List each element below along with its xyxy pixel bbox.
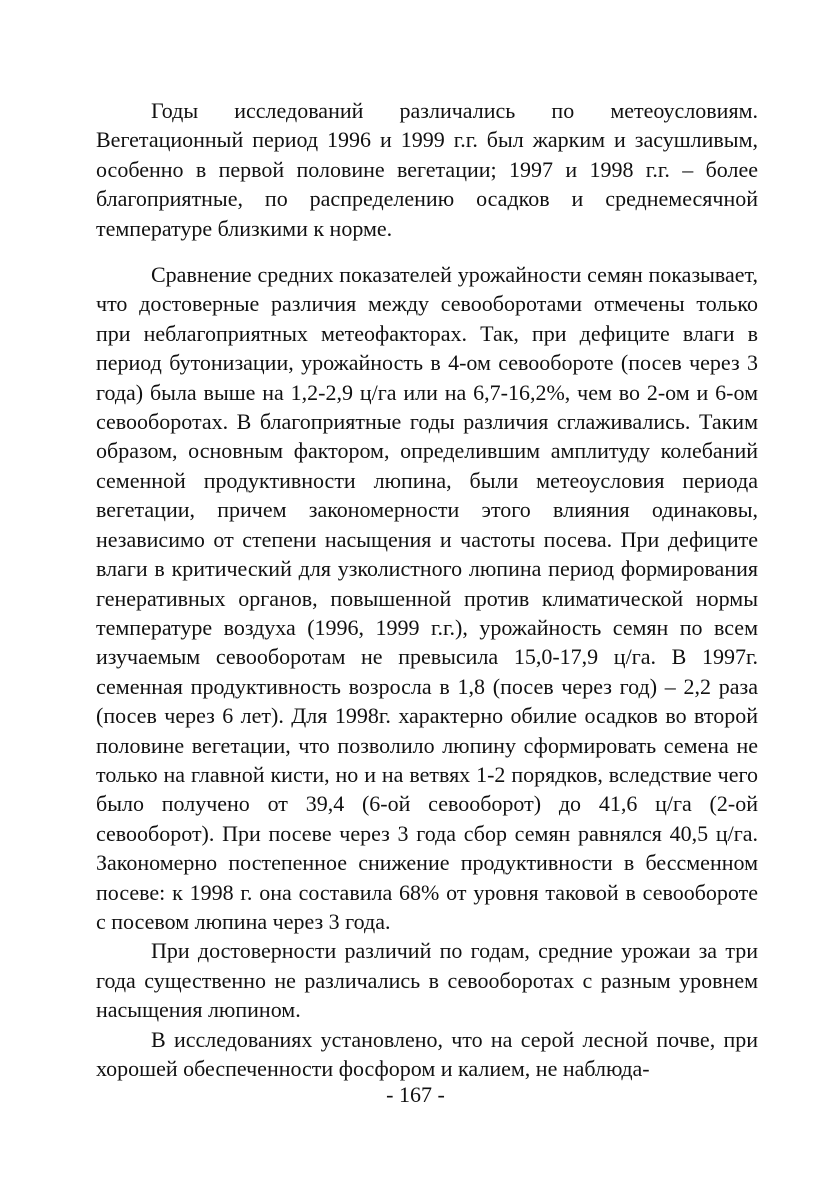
- paragraph-yield-comparison: Сравнение средних показателей урожайности семян показывает, что достоверные различия между севооборотами отмечены только при неблагоприятных метеофакторах. Так, при дефиците влаги в период бутонизации, урожайность в 4-ом севообороте (посев через 3 года) была выше на 1,2-2,9 ц/га или на 6,7-16,2%, чем во 2-ом и 6-ом севооборотах. В благоприятные годы различия сглаживались. Таким образом, основным фактором, определившим амплитуду колебаний семенной продуктивности люпина, были метеоусловия периода вегетации, причем закономерности этого влияния одинаковы, независимо от степени насыщения и частоты посева. При дефиците влаги в критический для узколистного люпина период формирования генеративных органов, повышенной против климатической нормы температуре воздуха (1996, 1999 г.г.), урожайность семян по всем изучаемым севооборотам не превысила 15,0-17,9 ц/га. В 1997г. семенная продуктивность возросла в 1,8 (посев через год) – 2,2 раза (посев через 6 лет). Для 1998г. характерно обилие осадков во второй половине вегетации, что позволило люпину сформировать семена не только на главной кисти, но и на ветвях 1-2 порядков, вследствие чего было получено от 39,4 (6-ой севооборот) до 41,6 ц/га (2-ой севооборот). При посеве через 3 года сбор семян равнялся 40,5 ц/га. Закономерно постепенное снижение продуктивности в бессменном посеве: к 1998 г. она составила 68% от уровня таковой в севообороте с посевом люпина через 3 года.: [96, 262, 758, 934]
- paragraph-average-yields: При достоверности различий по годам, средние урожаи за три года существенно не различались в севооборотах с разным уровнем насыщения люпином.: [96, 938, 758, 1023]
- page-number: - 167 -: [386, 1082, 445, 1107]
- paragraph-weather-conditions: Годы исследований различались по метеоусловиям. Вегетационный период 1996 и 1999 г.г. был жарким и засушливым, особенно в первой половине вегетации; 1997 и 1998 г.г. – более благоприятные, по распределению осадков и среднемесячной температуре близкими к норме.: [96, 98, 758, 241]
- paragraph-research-findings: В исследованиях установлено, что на серой лесной почве, при хорошей обеспеченности фосфором и калием, не наблюда-: [96, 1026, 758, 1081]
- page-body: [96, 96, 758, 1083]
